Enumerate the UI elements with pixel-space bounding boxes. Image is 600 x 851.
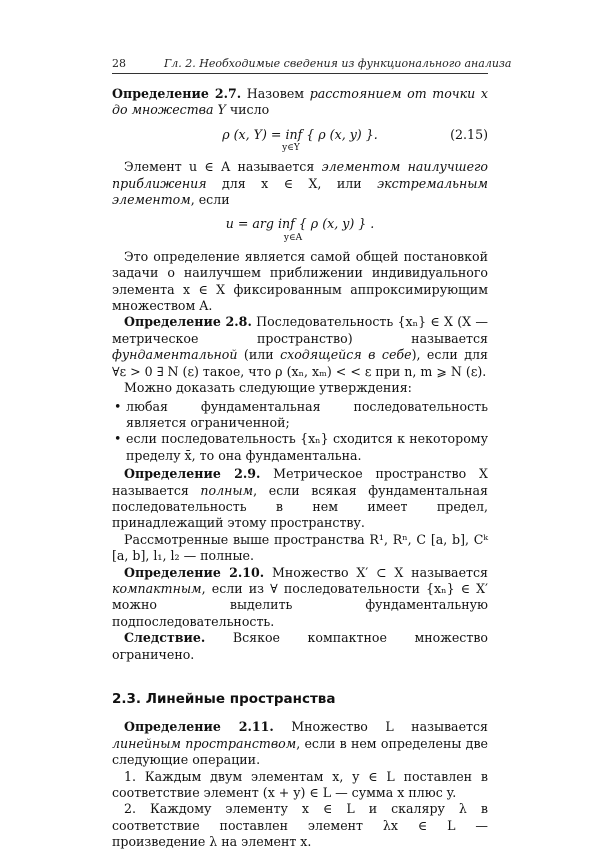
can-prove-paragraph: Можно доказать следующие утверждения: (124, 380, 412, 396)
definition-2-7: Определение 2.7. Назовем расстоянием от точки x до множества Y число (112, 86, 488, 118)
definition-label: Определение 2.8. (124, 314, 252, 330)
page-body (112, 86, 488, 851)
definition-label: Определение 2.10. (124, 564, 265, 580)
definition-2-11: Определение 2.11. Множество L называется линейным пространством, если в нем определены две следующие операции. (112, 719, 488, 768)
equation-number: (2.15) (450, 126, 488, 142)
defined-term: фундаментальной (112, 347, 238, 363)
spaces-paragraph: Рассмотренные выше пространства R¹, Rⁿ, C [a, b], Cᵏ [a, b], l₁, l₂ — полные. (112, 531, 488, 564)
argmin-formula: u = arg inf { ρ (x, y) } . y∈A (112, 216, 488, 242)
defined-term: сходящейся в себе (280, 347, 412, 363)
header-rule (112, 73, 488, 74)
formula-subscript: y∈A (283, 232, 303, 243)
operation-1: 1. Каждым двум элементам x, y ∈ L поставлен в соответствие элемент (x + y) ∈ L — сумма x плюс y. (112, 768, 488, 801)
defined-term: линейным пространством (112, 735, 297, 751)
list-item: • любая фундаментальная последовательность является ограниченной; (126, 399, 488, 432)
definition-label: Определение 2.9. (124, 466, 261, 482)
definition-label: Определение 2.11. (124, 719, 274, 735)
formula-subscript: y∈Y (282, 143, 300, 154)
formula-2-15: ρ (x, Y) = inf { ρ (x, y) }. (2.15) y∈Y (112, 127, 488, 153)
defined-term: элементом наилучшего приближения (112, 159, 488, 191)
defined-term: экстремальным элементом (112, 175, 488, 208)
running-title: Гл. 2. Необходимые сведения из функционального анализа (164, 57, 512, 70)
page-number: 28 (112, 57, 126, 70)
general-paragraph: Это определение является самой общей постановкой задачи о наилучшем приближении индивидуального элемента x ∈ X фиксированным аппроксимирующим множеством A. (112, 248, 488, 314)
element-paragraph: Элемент u ∈ A называется элементом наилучшего приближения для x ∈ X, или экстремальным элементом, если (112, 159, 488, 208)
definition-2-9: Определение 2.9. Метрическое пространство X называется полным, если всякая фундаментальная последовательность в нем имеет предел, принадлежащий этому пространству. (112, 466, 488, 531)
defined-term: компактным (112, 580, 202, 596)
definition-2-8: Определение 2.8. Последовательность {xₙ} ∈ X (X — метрическое пространство) называется фундаментальной (или сходящейся в себе), если для ∀ε > 0 ∃ N (ε) такое, что ρ (xₙ, xₘ) < < ε при n, m ⩾ N (ε). (112, 314, 488, 379)
section-heading: 2.3. Линейные пространства (112, 691, 336, 707)
definition-label: Определение 2.7. (112, 86, 242, 101)
list-item: • если последовательность {xₙ} сходится к некоторому пределу x̄, то она фундаментальна. (126, 431, 488, 464)
statement-list (112, 399, 488, 465)
corollary: Следствие. Всякое компактное множество ограничено. (112, 630, 488, 662)
defined-term: расстоянием от точки x до множества Y (112, 86, 488, 118)
operation-2: 2. Каждому элементу x ∈ L и скаляру λ в соответствие поставлен элемент λx ∈ L — произведение λ на элемент x. (112, 801, 488, 850)
defined-term: полным (200, 482, 254, 498)
corollary-label: Следствие. (124, 630, 206, 646)
definition-2-10: Определение 2.10. Множество X′ ⊂ X называется компактным, если из ∀ последовательности {xₙ} ∈ X′ можно выделить фундаментальную подпоследовательность. (112, 564, 488, 629)
